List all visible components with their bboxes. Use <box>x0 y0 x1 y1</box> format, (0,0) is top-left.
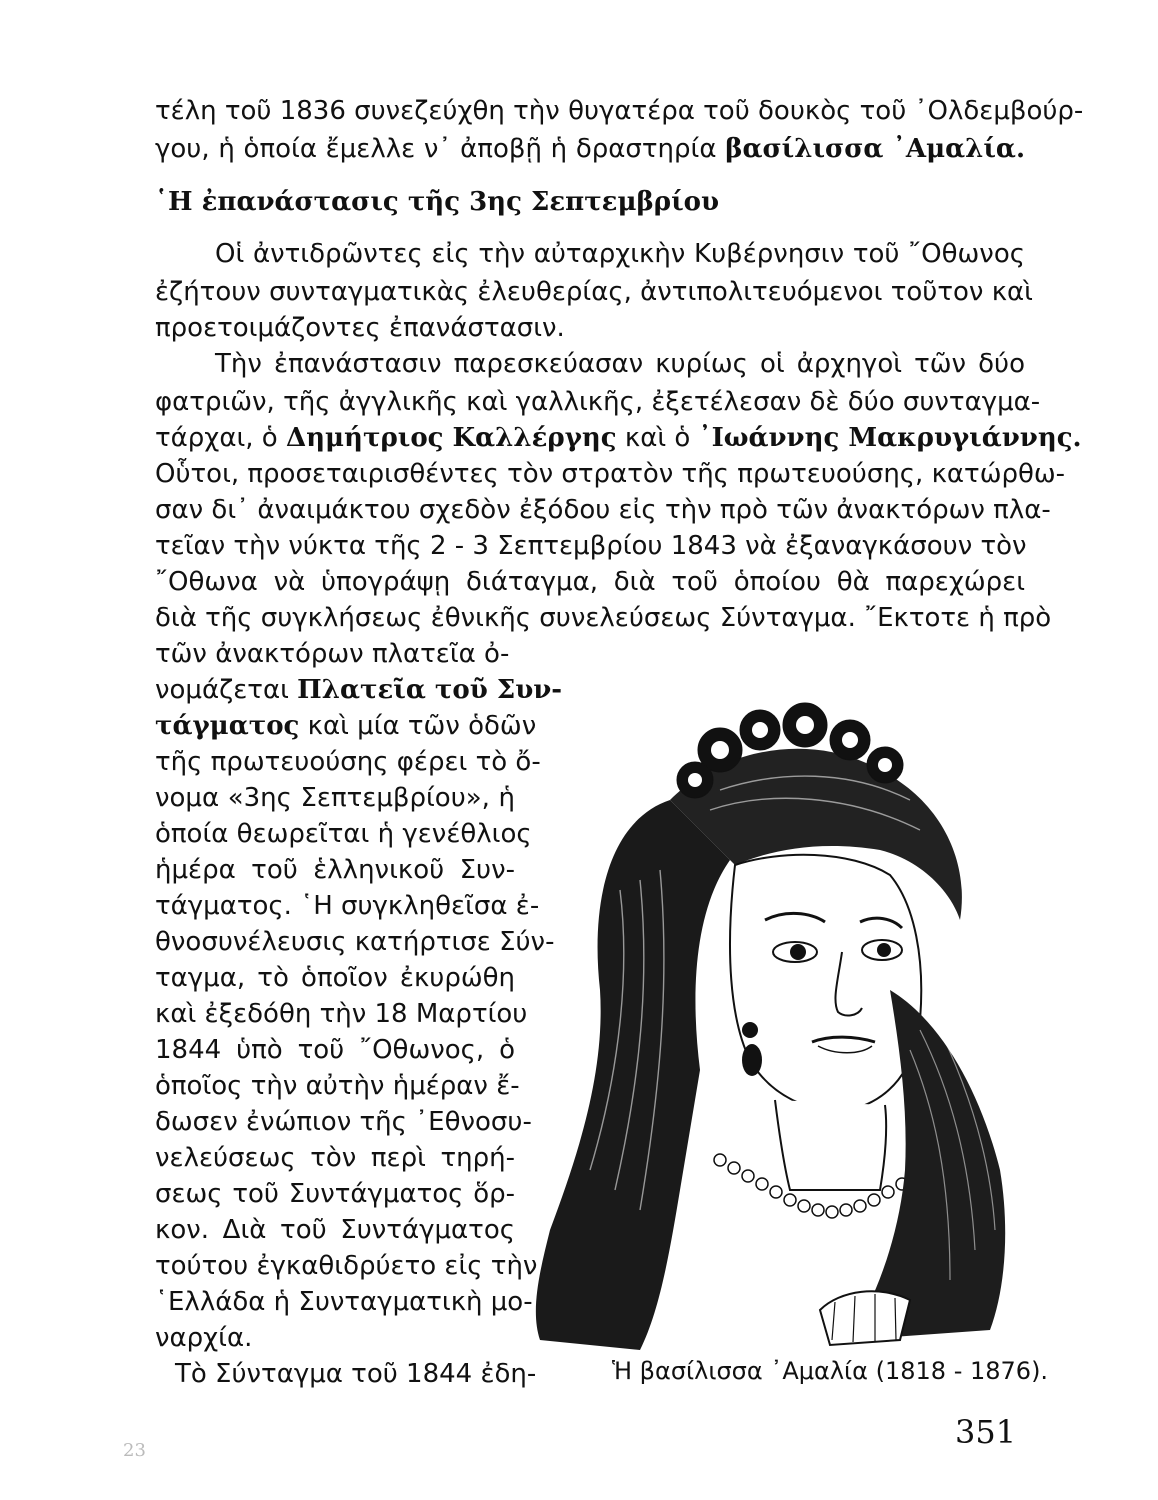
text-line <box>155 133 1025 165</box>
text-line: κον. Διὰ τοῦ Συντάγματος <box>155 1215 515 1245</box>
text-line <box>155 710 537 742</box>
text-line: νομα «3ης Σεπτεμβρίου», ἡ <box>155 783 515 813</box>
text-line: τῶν ἀνακτόρων πλατεῖα ὀ- <box>155 639 510 669</box>
text-line: Τὴν ἐπανάστασιν παρεσκεύασαν κυρίως οἱ ἀρχηγοὶ τῶν δύο <box>215 349 1025 379</box>
bold-name-amalia: βασίλισσα ᾿Αμαλία. <box>725 134 1025 164</box>
text-line: σαν δι᾽ ἀναιμάκτου σχεδὸν ἐξόδου εἰς τὴν πρὸ τῶν ἀνακτόρων πλα- <box>155 495 1051 525</box>
text-line: ὁποῖος τὴν αὐτὴν ἡμέραν ἔ- <box>155 1071 520 1101</box>
text-line: θνοσυνέλευσις κατήρτισε Σύν- <box>155 927 555 957</box>
text-line: ἐζήτουν συνταγματικὰς ἐλευθερίας, ἀντιπολιτευόμενοι τοῦτον καὶ <box>155 277 1033 307</box>
text-line: ῾Ελλάδα ἡ Συνταγματικὴ μο- <box>155 1287 533 1317</box>
text-line: ναρχία. <box>155 1323 253 1353</box>
bold-name-makrygiannis: ᾿Ιωάννης Μακρυγιάννης. <box>698 423 1082 453</box>
signature-mark: 23 <box>123 1440 146 1461</box>
text-line: Τὸ Σύνταγμα τοῦ 1844 ἐδη- <box>175 1359 537 1389</box>
text-span: τέλη τοῦ 1836 συνεζεύχθη τὴν θυγατέρα τοῦ δουκὸς τοῦ ᾿Ολδεμβούρ- <box>155 96 1084 126</box>
text-line: Οὗτοι, προσεταιρισθέντες τὸν στρατὸν τῆς πρωτευούσης, κατώρθω- <box>155 459 1066 489</box>
text-line: προετοιμάζοντες ἐπανάστασιν. <box>155 313 565 343</box>
text-line: νελεύσεως τὸν περὶ τηρή- <box>155 1143 515 1173</box>
section-heading: ῾Η ἐπανάστασις τῆς 3ης Σεπτεμβρίου <box>155 187 720 217</box>
text-line: τεῖαν τὴν νύκτα τῆς 2 - 3 Σεπτεμβρίου 1843 νὰ ἐξαναγκάσουν τὸν <box>155 531 1027 561</box>
text-line: τῆς πρωτευούσης φέρει τὸ ὄ- <box>155 747 541 777</box>
text-line: 1844 ὑπὸ τοῦ ῎Οθωνος, ὁ <box>155 1035 515 1065</box>
text-line <box>155 422 1082 454</box>
text-line: φατριῶν, τῆς ἀγγλικῆς καὶ γαλλικῆς, ἐξετέλεσαν δὲ δύο συνταγμα- <box>155 387 1041 417</box>
text-line: δωσεν ἐνώπιον τῆς ᾿Εθνοσυ- <box>155 1107 532 1137</box>
page-number: 351 <box>955 1413 1017 1451</box>
text-line: σεως τοῦ Συντάγματος ὅρ- <box>155 1179 515 1209</box>
text-line: καὶ ἐξεδόθη τὴν 18 Μαρτίου <box>155 999 528 1029</box>
text-line: τάγματος. ῾Η συγκληθεῖσα ἐ- <box>155 891 540 921</box>
bold-name-kallergis: Δημήτριος Καλλέργης <box>285 423 617 453</box>
text-span: γου, ἡ ὁποία ἔμελλε ν᾽ ἀποβῇ ἡ δραστηρία <box>155 134 717 164</box>
text-span: καὶ ὁ <box>624 423 691 453</box>
text-line: ὁποία θεωρεῖται ἡ γενέθλιος <box>155 819 532 849</box>
text-line <box>155 674 563 706</box>
text-span: νομάζεται <box>155 675 289 705</box>
text-line: διὰ τῆς συγκλήσεως ἐθνικῆς συνελεύσεως Σύνταγμα. ῎Εκτοτε ἡ πρὸ <box>155 603 1052 633</box>
text-span: τάρχαι, ὁ <box>155 423 278 453</box>
figure-caption: Ἡ βασίλισσα ᾿Αμαλία (1818 - 1876). <box>612 1357 1049 1385</box>
portrait-illustration-amalia <box>520 690 1010 1360</box>
text-line: ταγμα, τὸ ὁποῖον ἐκυρώθη <box>155 963 515 993</box>
text-line <box>155 95 1084 127</box>
bold-syntagmatos: τάγματος <box>155 711 300 741</box>
text-line: τούτου ἐγκαθιδρύετο εἰς τὴν <box>155 1251 538 1281</box>
bold-plateia: Πλατεῖα τοῦ Συν- <box>297 675 563 705</box>
text-line: Οἱ ἀντιδρῶντες εἰς τὴν αὐταρχικὴν Κυβέρνησιν τοῦ ῎Οθωνος <box>215 239 1025 269</box>
text-span: καὶ μία τῶν ὁδῶν <box>307 711 537 741</box>
text-line: ῎Οθωνα νὰ ὑπογράψῃ διάταγμα, διὰ τοῦ ὁποίου θὰ παρεχώρει <box>155 567 1025 597</box>
text-line: ἡμέρα τοῦ ἑλληνικοῦ Συν- <box>155 855 515 885</box>
